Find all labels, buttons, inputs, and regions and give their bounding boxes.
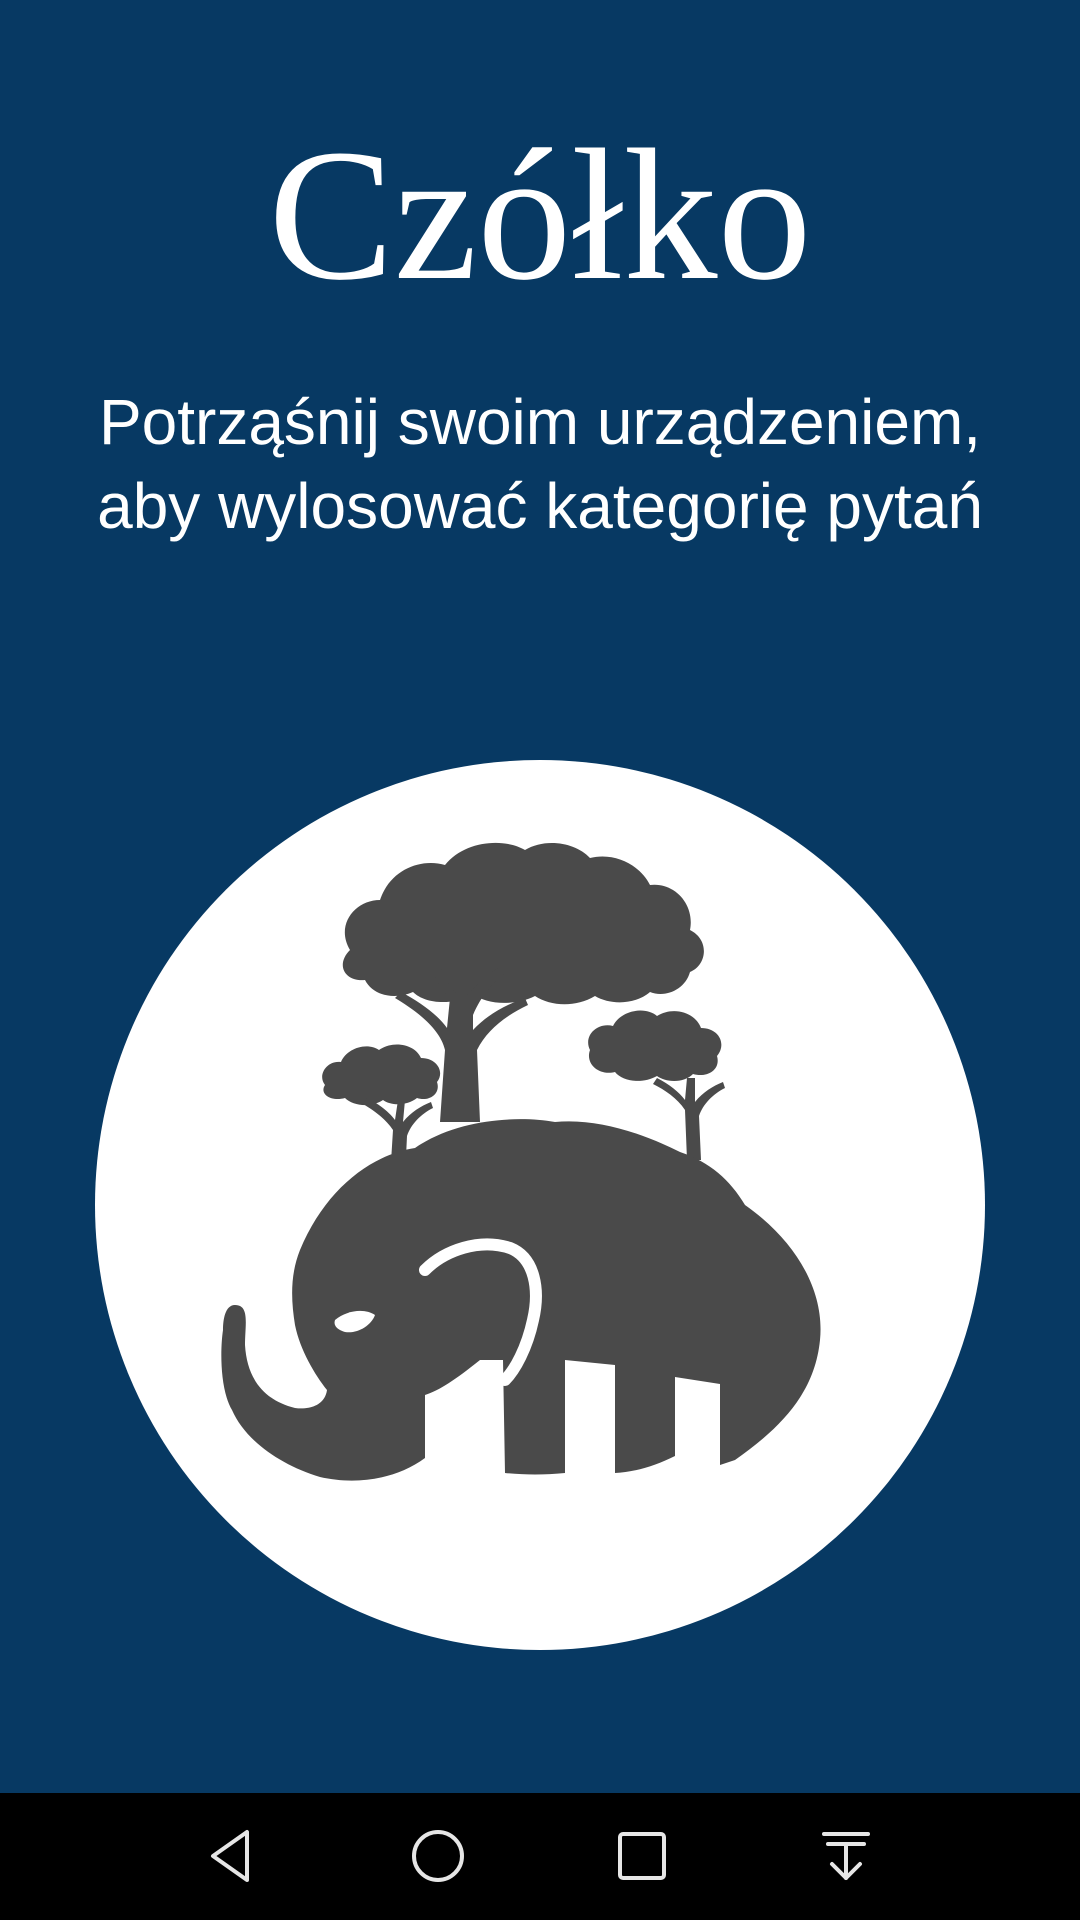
big-tree-canopy [343, 843, 704, 1004]
shake-instruction [40, 380, 1040, 548]
home-button[interactable] [388, 1811, 488, 1901]
logo-circle [95, 760, 985, 1650]
instruction-line-1: Potrząśnij swoim urządzeniem, [98, 386, 982, 458]
back-triangle-icon [201, 1824, 265, 1888]
instruction-line-2: aby wylosować kategorię pytań [97, 470, 983, 542]
recents-button[interactable] [592, 1811, 692, 1901]
left-tree-canopy [322, 1044, 440, 1105]
back-button[interactable] [183, 1811, 283, 1901]
notifications-pull-down-button[interactable] [796, 1811, 896, 1901]
pull-down-icon [814, 1824, 878, 1888]
app-title: Czółko [268, 110, 812, 319]
home-circle-icon [406, 1824, 470, 1888]
recents-square-icon [610, 1824, 674, 1888]
right-tree-canopy [588, 1011, 721, 1081]
elephant-with-trees-icon [95, 760, 985, 1650]
system-navigation-bar [0, 1793, 1080, 1920]
elephant-body [221, 1119, 820, 1480]
